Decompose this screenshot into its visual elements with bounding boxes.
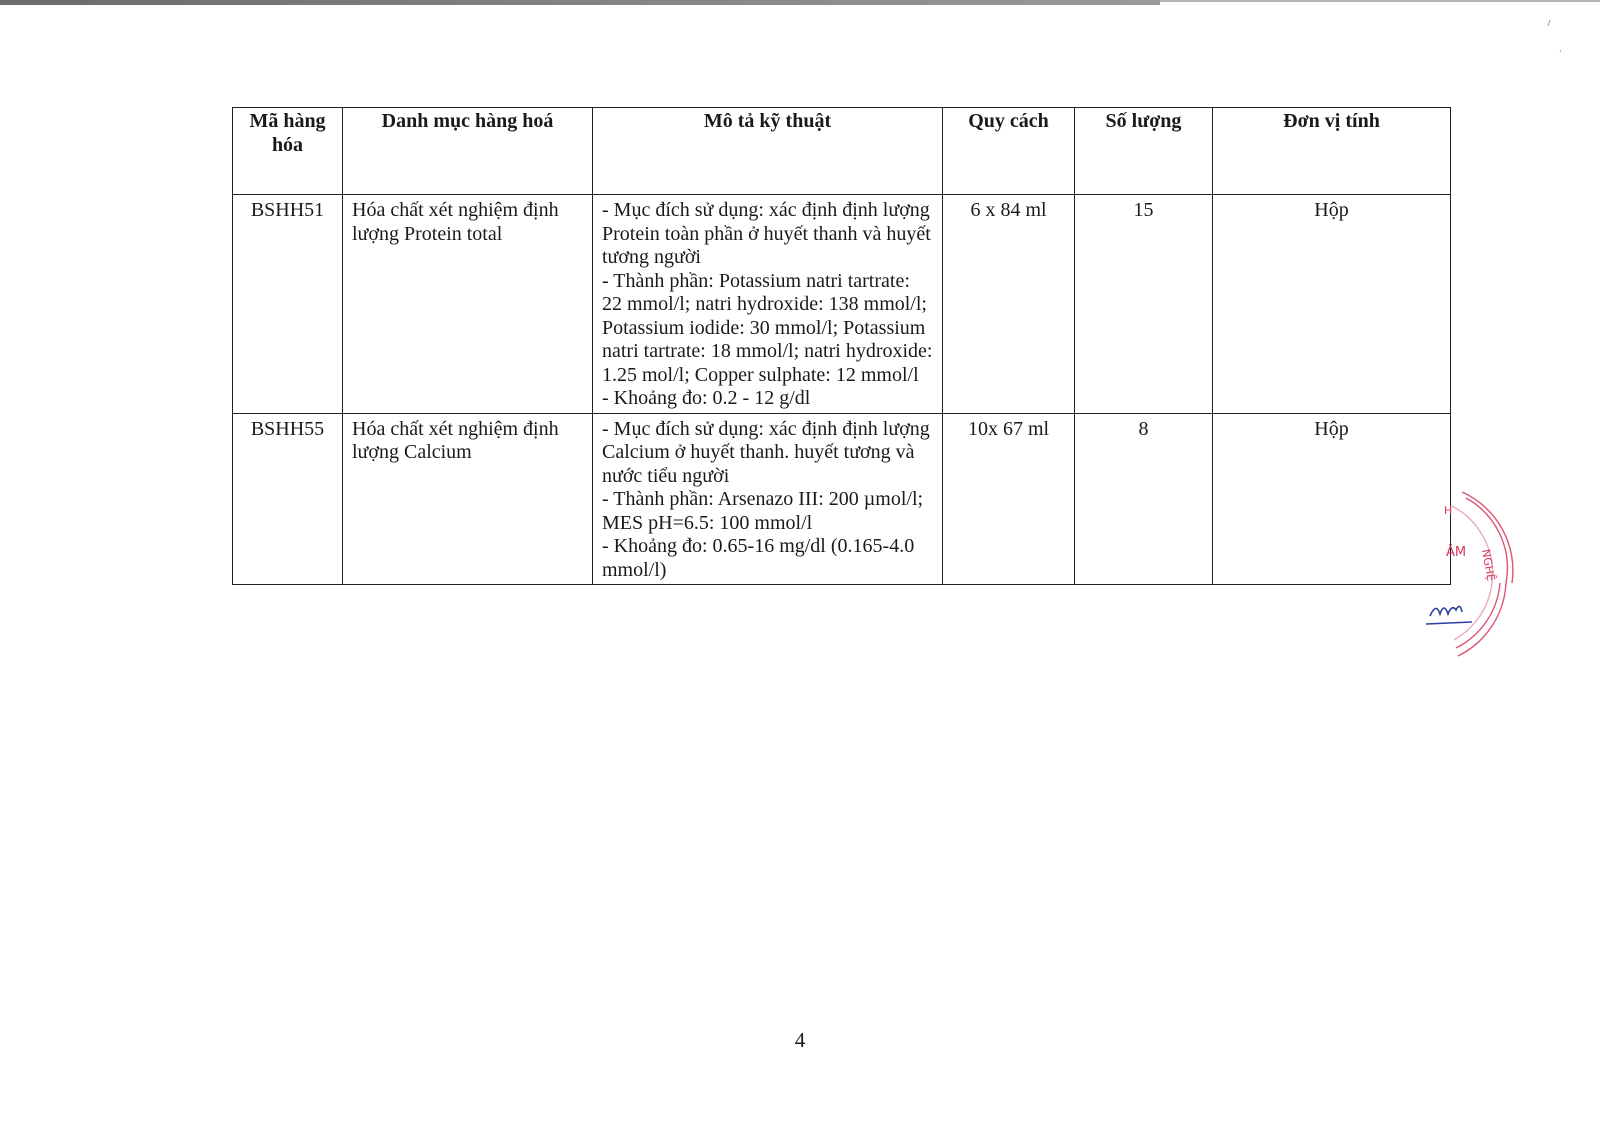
- header-description: Mô tả kỹ thuật: [593, 108, 943, 195]
- description-composition: - Thành phần: Arsenazo III: 200 µmol/l; MES pH=6.5: 100 mmol/l: [602, 488, 924, 534]
- table-header-row: [233, 108, 1451, 195]
- header-code: Mã hàng hóa: [233, 108, 343, 195]
- cell-unit: Hộp: [1213, 195, 1451, 414]
- cell-name: Hóa chất xét nghiệm định lượng Calcium: [343, 413, 593, 585]
- cell-name: Hóa chất xét nghiệm định lượng Protein total: [343, 195, 593, 414]
- scan-edge-shadow: [0, 0, 1160, 5]
- cell-spec: 6 x 84 ml: [943, 195, 1075, 414]
- cell-spec: 10x 67 ml: [943, 413, 1075, 585]
- svg-text:ÂM: ÂM: [1446, 545, 1467, 560]
- cell-quantity: 15: [1075, 195, 1213, 414]
- svg-text:H: H: [1444, 504, 1453, 517]
- cell-description: [593, 413, 943, 585]
- description-range: - Khoảng đo: 0.65-16 mg/dl (0.165-4.0 mmol/l): [602, 535, 915, 581]
- cell-unit: Hộp: [1213, 413, 1451, 585]
- description-purpose: - Mục đích sử dụng: xác định định lượng Protein toàn phần ở huyết thanh và huyết tương người: [602, 199, 931, 268]
- svg-text:NGHỆ: NGHỆ: [1479, 548, 1498, 583]
- scan-edge-shadow-right: [1160, 0, 1600, 2]
- table-row: [233, 413, 1451, 585]
- header-name: Danh mục hàng hoá: [343, 108, 593, 195]
- goods-table: [232, 107, 1451, 585]
- scan-speck-icon: [1546, 16, 1566, 56]
- header-spec: Quy cách: [943, 108, 1075, 195]
- seal-stamp-icon: [1444, 488, 1592, 668]
- cell-quantity: 8: [1075, 413, 1213, 585]
- description-range: - Khoảng đo: 0.2 - 12 g/dl: [602, 387, 811, 409]
- cell-description: [593, 195, 943, 414]
- cell-code: BSHH51: [233, 195, 343, 414]
- table-row: [233, 195, 1451, 414]
- description-composition: - Thành phần: Potassium natri tartrate: 22 mmol/l; natri hydroxide: 138 mmol/l; Potassium iodide: 30 mmol/l; Potassium natri tartrate: 18 mmol/l; natri hydroxide: 1.25 mol/l; Copper sulphate: 12 mmol/l: [602, 269, 933, 386]
- header-unit: Đơn vị tính: [1213, 108, 1451, 195]
- page-number: 4: [794, 1028, 806, 1052]
- description-purpose: - Mục đích sử dụng: xác định định lượng Calcium ở huyết thanh. huyết tương và nước tiểu người: [602, 417, 930, 487]
- cell-code: BSHH55: [233, 413, 343, 585]
- header-quantity: Số lượng: [1075, 108, 1213, 195]
